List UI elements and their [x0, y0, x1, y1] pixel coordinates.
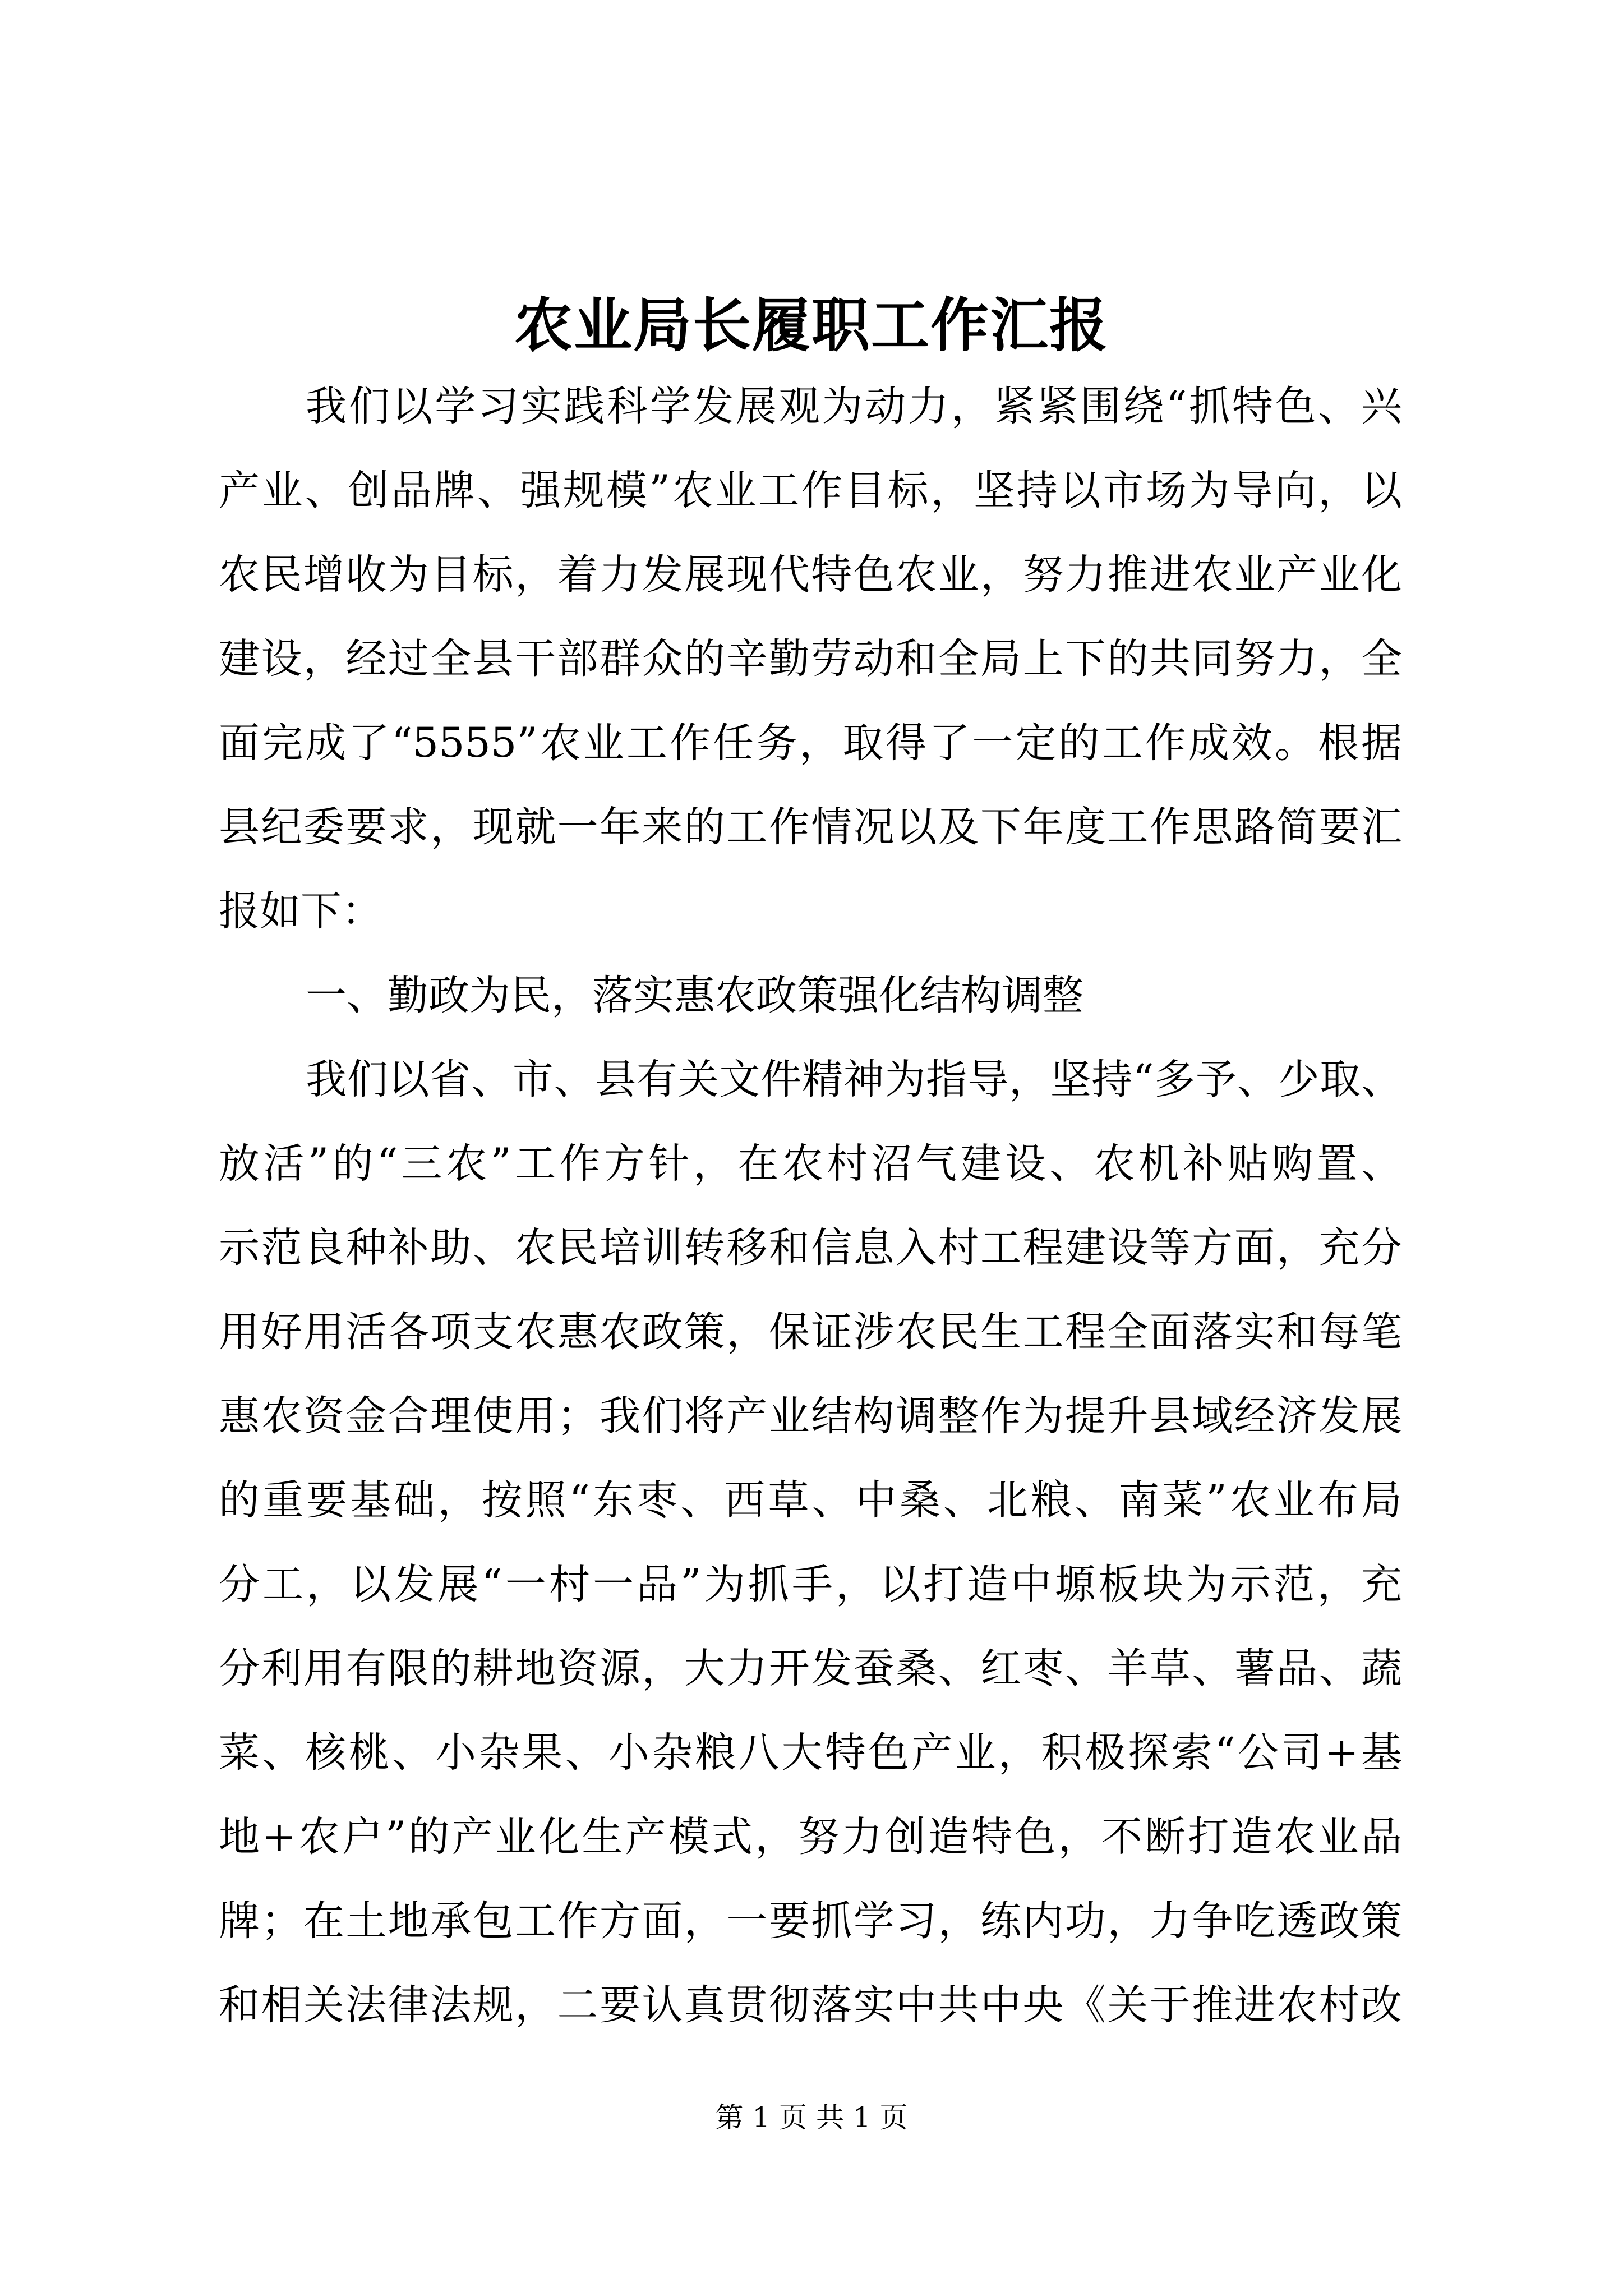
paragraph-1-line-3: 农民增收为目标，着力发展现代特色农业，努力推进农业产业化	[219, 551, 1402, 599]
paragraph-2-line-12: 和相关法律法规，二要认真贯彻落实中共中央《关于推进农村改	[219, 1981, 1402, 2029]
paragraph-2-line-5: 惠农资金合理使用；我们将产业结构调整作为提升县域经济发展	[219, 1392, 1402, 1440]
paragraph-1-line-6: 县纪委要求，现就一年来的工作情况以及下年度工作思路简要汇	[219, 803, 1402, 851]
paragraph-2-line-2: 放活”的“三农”工作方针，在农村沼气建设、农机补贴购置、	[219, 1140, 1402, 1188]
paragraph-2-line-6: 的重要基础，按照“东枣、西草、中桑、北粮、南菜”农业布局	[219, 1476, 1402, 1524]
paragraph-2-line-7: 分工，以发展“一村一品”为抓手，以打造中塬板块为示范，充	[219, 1561, 1402, 1608]
paragraph-1-line-1: 我们以学习实践科学发展观为动力，紧紧围绕“抓特色、兴	[306, 383, 1402, 430]
paragraph-1-line-4: 建设，经过全县干部群众的辛勤劳动和全局上下的共同努力，全	[219, 635, 1402, 683]
document-title: 农业局长履职工作汇报	[514, 291, 1109, 360]
paragraph-1-line-2: 产业、创品牌、强规模”农业工作目标，坚持以市场为导向，以	[219, 467, 1402, 514]
page-footer: 第 1 页 共 1 页	[715, 2101, 908, 2134]
section-heading-1: 一、勤政为民，落实惠农政策强化结构调整	[306, 972, 1083, 1019]
paragraph-2-line-1: 我们以省、市、县有关文件精神为指导，坚持“多予、少取、	[306, 1056, 1402, 1103]
paragraph-2-line-3: 示范良种补助、农民培训转移和信息入村工程建设等方面，充分	[219, 1224, 1402, 1272]
paragraph-2-line-9: 菜、核桃、小杂果、小杂粮八大特色产业，积极探索“公司+基	[219, 1729, 1402, 1777]
paragraph-2-line-8: 分利用有限的耕地资源，大力开发蚕桑、红枣、羊草、薯品、蔬	[219, 1645, 1402, 1692]
paragraph-2-line-4: 用好用活各项支农惠农政策，保证涉农民生工程全面落实和每笔	[219, 1308, 1402, 1356]
paragraph-1-line-7: 报如下：	[219, 887, 382, 935]
document-body	[219, 365, 1402, 2047]
paragraph-2-line-11: 牌；在土地承包工作方面，一要抓学习，练内功，力争吃透政策	[219, 1897, 1402, 1945]
paragraph-1-line-5: 面完成了“5555”农业工作任务，取得了一定的工作成效。根据	[219, 719, 1402, 767]
paragraph-2-line-10: 地+农户”的产业化生产模式，努力创造特色，不断打造农业品	[219, 1813, 1402, 1861]
